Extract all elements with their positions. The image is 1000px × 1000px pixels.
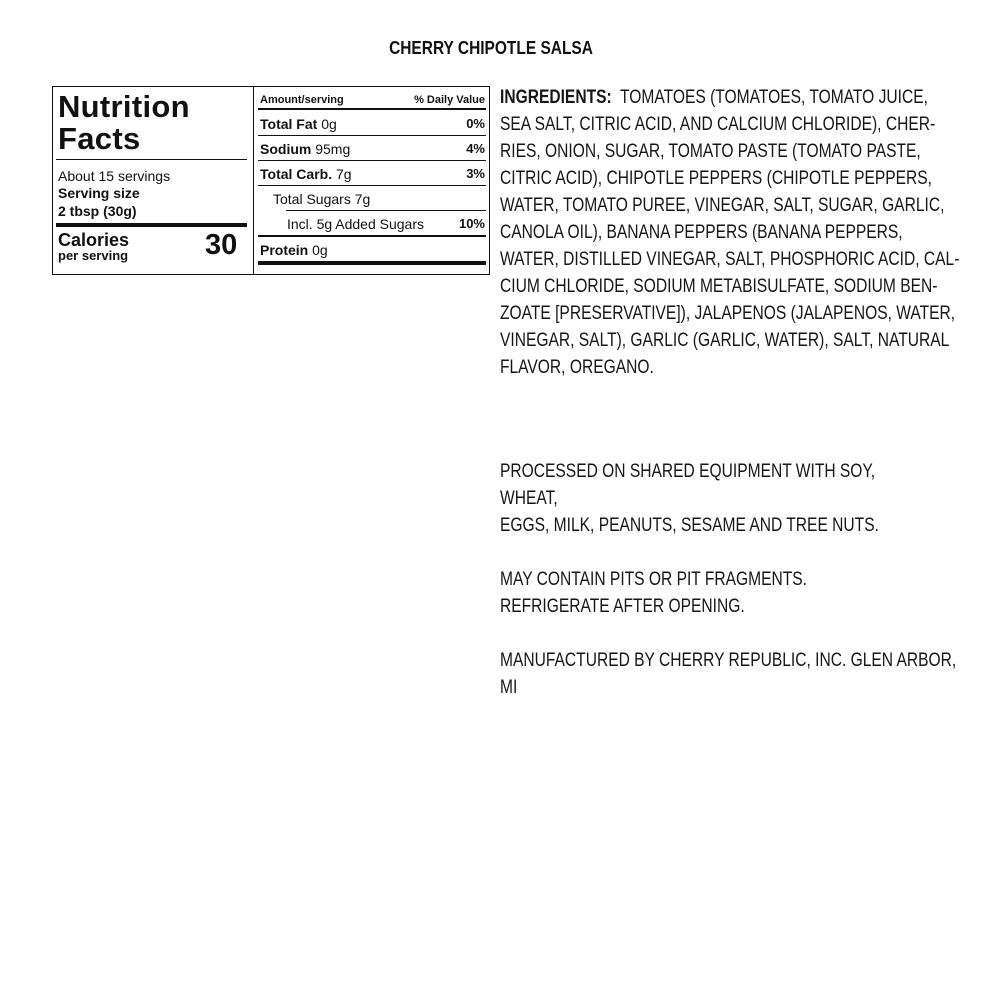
nutrient-amount: 0g <box>321 116 337 132</box>
servings-per-container: About 15 servings <box>58 168 171 184</box>
nutrient-dv-sodium: 4% <box>466 141 485 156</box>
ingredients-line: RIES, ONION, SUGAR, TOMATO PASTE (TOMATO PASTE, <box>500 141 921 162</box>
nutrition-facts-panel <box>52 86 490 275</box>
nutrition-heading-line1: Nutrition <box>58 89 190 124</box>
ingredients-line: CITRIC ACID), CHIPOTLE PEPPERS (CHIPOTLE PEPPERS, <box>500 168 933 189</box>
nutrient-label: Total Carb. <box>260 166 333 182</box>
divider-thick <box>258 261 486 265</box>
divider <box>258 160 486 161</box>
ingredients-label: INGREDIENTS: <box>500 87 612 108</box>
allergen-line: PROCESSED ON SHARED EQUIPMENT WITH SOY, <box>500 461 876 482</box>
calories-value: 30 <box>205 229 238 261</box>
divider-mid <box>258 108 486 110</box>
nutrient-amount: 95mg <box>315 141 351 157</box>
nutrient-label: Protein <box>260 242 309 258</box>
ingredients-line: SEA SALT, CITRIC ACID, AND CALCIUM CHLORIDE), CHER- <box>500 114 936 135</box>
ingredients-line: TOMATOES (TOMATOES, TOMATO JUICE, <box>620 87 928 108</box>
amount-per-serving-header: Amount/serving <box>260 94 344 106</box>
allergen-statement <box>500 458 943 539</box>
warning-line: REFRIGERATE AFTER OPENING. <box>500 596 745 617</box>
divider-thick <box>56 223 247 227</box>
nutrient-amount: 0g <box>312 242 328 258</box>
divider <box>258 185 486 186</box>
serving-size-label: Serving size <box>58 185 140 201</box>
nutrient-dv-total-fat: 0% <box>466 116 485 131</box>
warning-statement <box>500 566 943 620</box>
ingredients-block <box>500 84 960 381</box>
divider <box>258 135 486 136</box>
divider <box>56 159 247 160</box>
ingredients-line: CIUM CHLORIDE, SODIUM METABISULFATE, SODIUM BEN- <box>500 276 938 297</box>
ingredients-line: ZOATE [PRESERVATIVE]), JALAPENOS (JALAPENOS, WATER, <box>500 303 956 324</box>
warning-line: MAY CONTAIN PITS OR PIT FRAGMENTS. <box>500 569 808 590</box>
ingredients-line: WATER, DISTILLED VINEGAR, SALT, PHOSPHORIC ACID, CAL- <box>500 249 960 270</box>
divider <box>286 210 486 211</box>
ingredients-line: WATER, TOMATO PUREE, VINEGAR, SALT, SUGAR, GARLIC, <box>500 195 945 216</box>
nutrient-dv-total-carb: 3% <box>466 166 485 181</box>
daily-value-header: % Daily Value <box>414 94 485 106</box>
ingredients-line: FLAVOR, OREGANO. <box>500 357 654 378</box>
manufacturer-statement <box>500 647 957 701</box>
ingredients-line: CANOLA OIL), BANANA PEPPERS (BANANA PEPPERS, <box>500 222 903 243</box>
allergen-line: WHEAT, <box>500 488 558 509</box>
nutrition-heading-line2: Facts <box>58 121 141 156</box>
nutrient-label: Total Fat <box>260 116 318 132</box>
calories-label: Calories <box>58 230 130 250</box>
nutrient-row-protein <box>260 242 328 258</box>
nutrient-row-sodium <box>260 141 350 157</box>
divider-mid <box>258 235 486 237</box>
nutrient-dv-added-sugars: 10% <box>458 216 485 231</box>
ingredients-line: VINEGAR, SALT), GARLIC (GARLIC, WATER), SALT, NATURAL <box>500 330 950 351</box>
nutrient-amount: 7g <box>335 166 352 182</box>
manufacturer-line: MANUFACTURED BY CHERRY REPUBLIC, INC. GLEN ARBOR, <box>500 650 957 671</box>
nutrient-row-total-fat <box>260 116 337 132</box>
manufacturer-line: MI <box>500 677 518 698</box>
nutrient-row-total-sugars: Total Sugars 7g <box>273 191 371 207</box>
serving-size-value: 2 tbsp (30g) <box>58 203 137 219</box>
column-divider <box>253 87 254 274</box>
nutrition-heading <box>58 91 246 155</box>
nutrient-row-added-sugars: Incl. 5g Added Sugars <box>287 216 424 232</box>
allergen-line: EGGS, MILK, PEANUTS, SESAME AND TREE NUTS. <box>500 515 879 536</box>
calories-sub-label: per serving <box>58 248 129 263</box>
nutrient-label: Sodium <box>260 141 312 157</box>
product-title: CHERRY CHIPOTLE SALSA <box>389 38 593 58</box>
nutrient-row-total-carb <box>260 166 352 182</box>
